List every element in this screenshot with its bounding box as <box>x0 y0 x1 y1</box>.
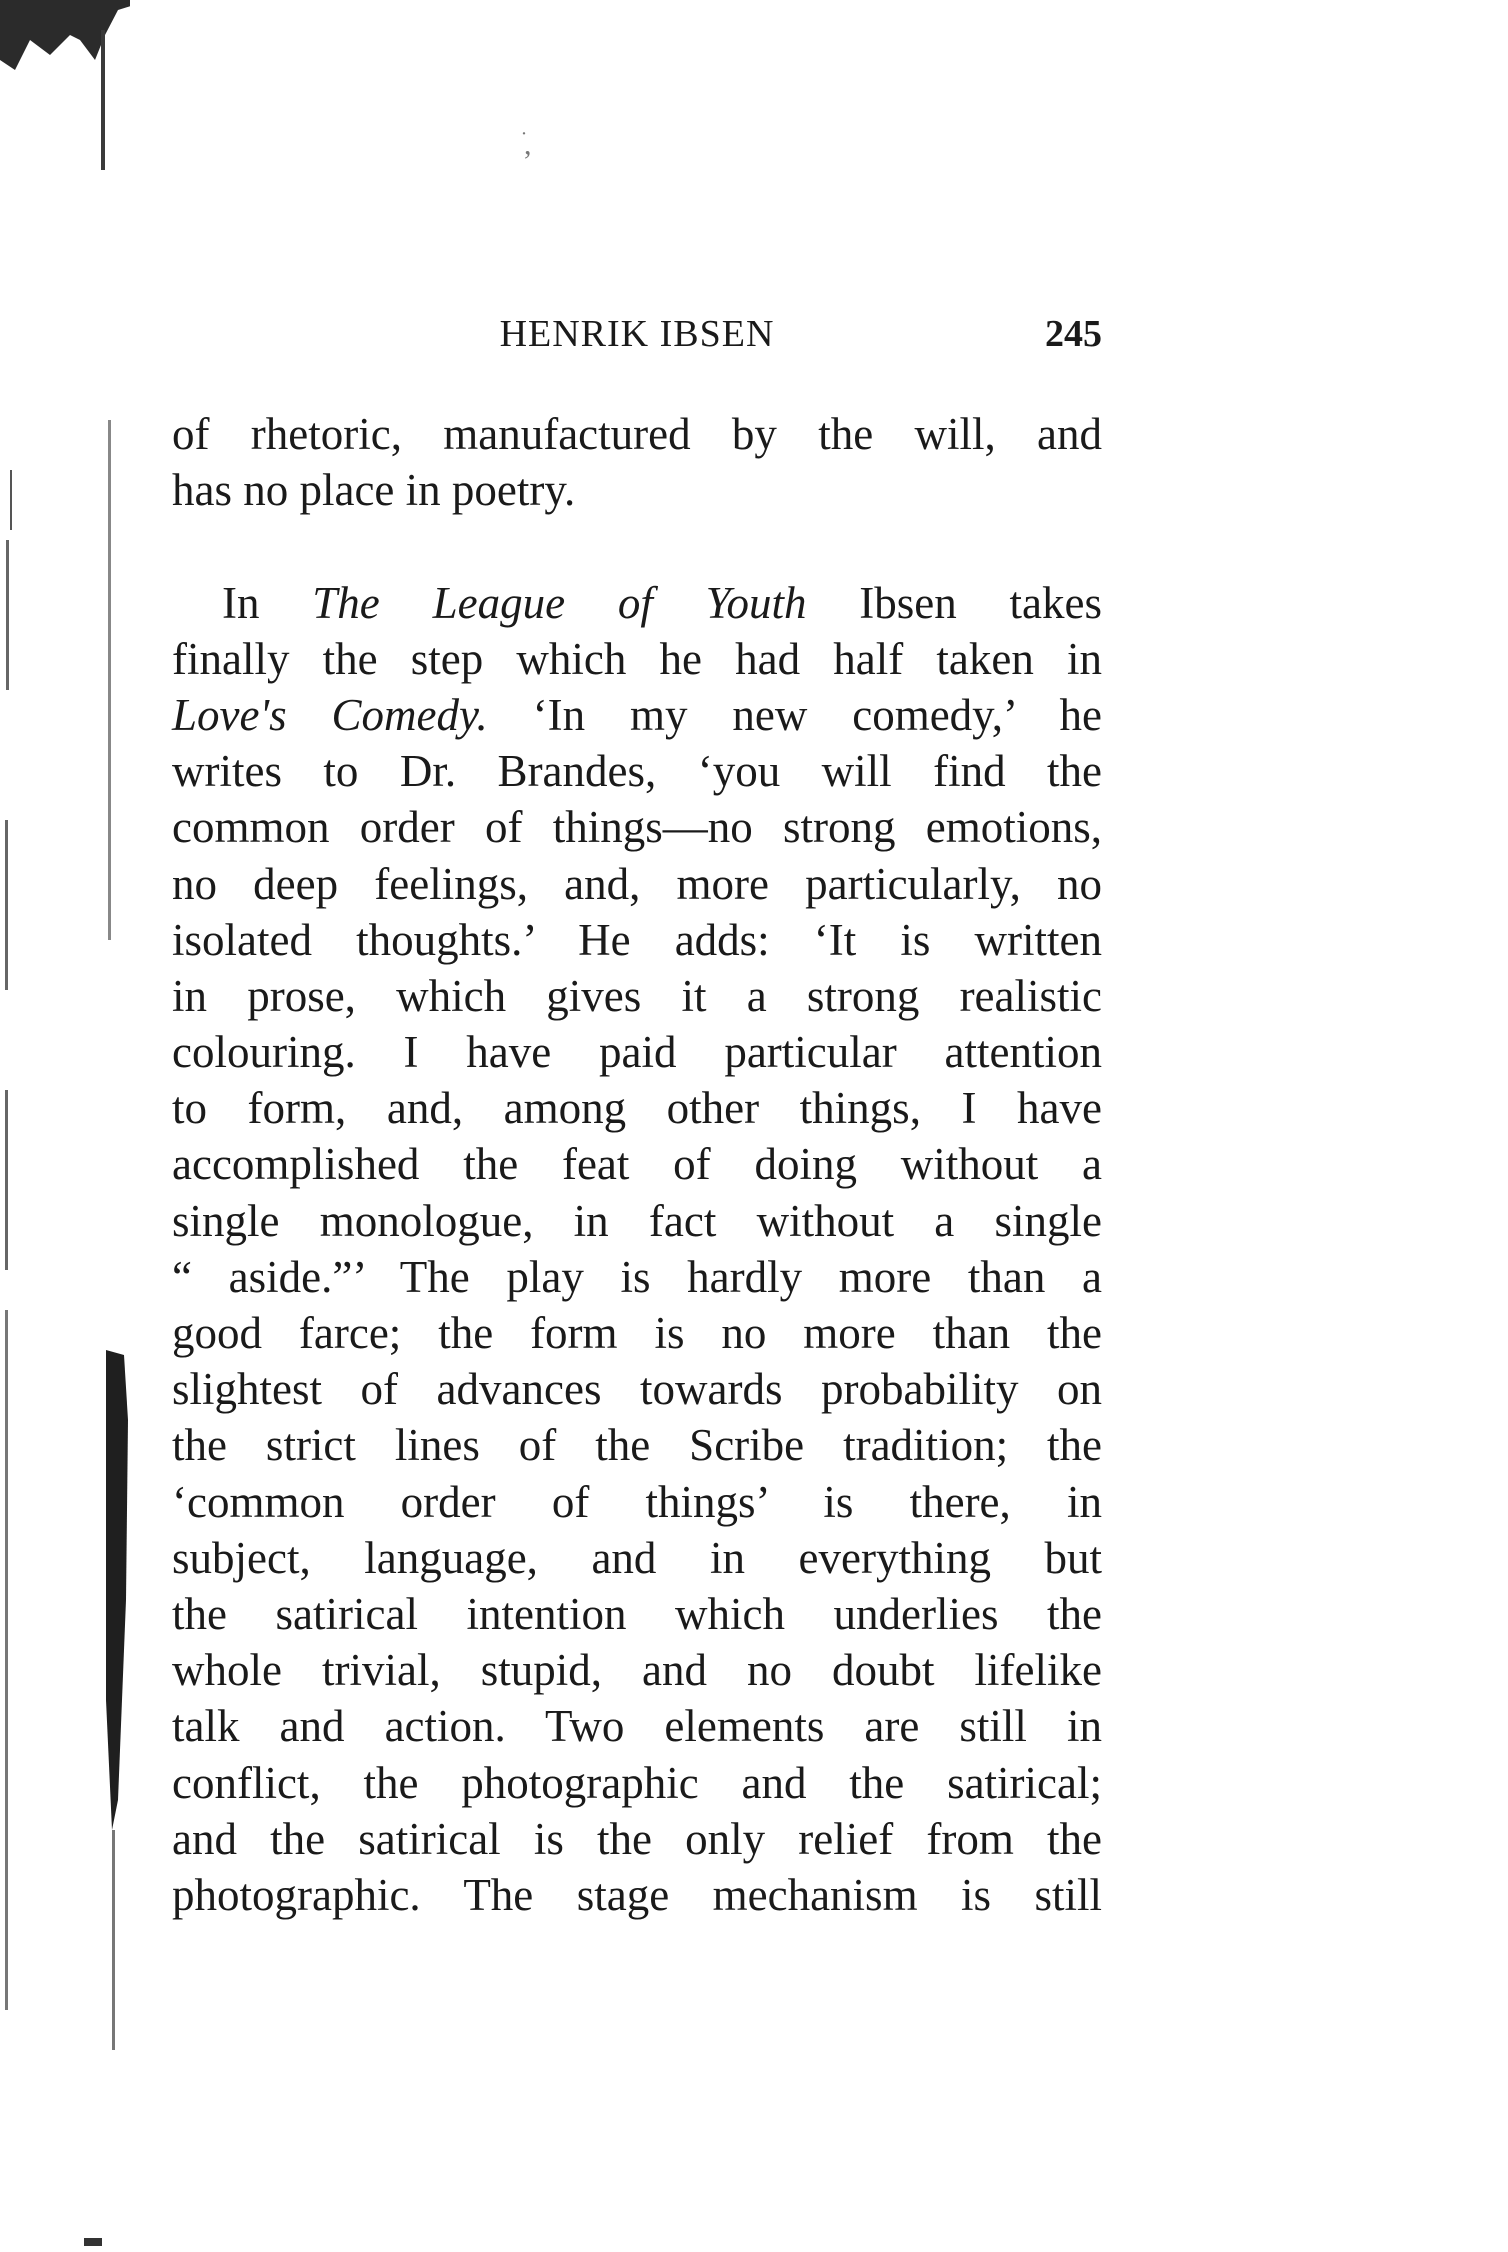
text-line: in prose, which gives it a strong realistic <box>172 970 1102 1021</box>
text-line: slightest of advances towards probability on <box>172 1364 1102 1415</box>
running-head: HENRIK IBSEN <box>499 313 775 355</box>
text-line: finally the step which he had half taken in <box>172 633 1102 684</box>
text-line: colouring. I have paid particular attention <box>172 1027 1102 1078</box>
text-line: writes to Dr. Brandes, ‘you will find the <box>172 746 1102 797</box>
work-title: Love's Comedy. <box>172 689 488 740</box>
page-number: 245 <box>1045 313 1102 355</box>
text-line: of rhetoric, manufactured by the will, and <box>172 409 1102 459</box>
binding-edge-scan-artifact <box>0 0 130 2252</box>
text-line: has no place in poetry. <box>172 465 576 516</box>
text-line: ‘common order of things’ is there, in <box>172 1476 1102 1527</box>
text-line: the satirical intention which underlies the <box>172 1588 1102 1639</box>
text-line: whole trivial, stupid, and no doubt lifelike <box>172 1645 1102 1696</box>
text-line: good farce; the form is no more than the <box>172 1308 1102 1358</box>
text-line: photographic. The stage mechanism is still <box>172 1869 1102 1920</box>
text-line: talk and action. Two elements are still in <box>172 1701 1102 1752</box>
text-line: Love's Comedy. ‘In my new comedy,’ he <box>172 689 1103 740</box>
text-line: isolated thoughts.’ He adds: ‘It is written <box>172 914 1102 965</box>
paragraph-break <box>172 518 1102 574</box>
text-line: to form, and, among other things, I have <box>172 1083 1102 1134</box>
page-body <box>172 406 1102 1923</box>
text-line: “ aside.”’ The play is hardly more than a <box>172 1251 1102 1302</box>
text-line: and the satirical is the only relief from the <box>172 1813 1102 1864</box>
work-title: The League of Youth <box>312 577 807 628</box>
text-line: In The League of Youth Ibsen takes <box>222 577 1102 628</box>
page-header <box>172 312 1102 372</box>
text-line: conflict, the photographic and the satirical; <box>172 1757 1102 1808</box>
text-line: single monologue, in fact without a single <box>172 1195 1102 1246</box>
text-line: accomplished the feat of doing without a <box>172 1139 1102 1190</box>
stray-mark: ׁ, <box>524 128 532 161</box>
text-line: common order of things—no strong emotions, <box>172 802 1102 853</box>
text-line: the strict lines of the Scribe tradition; the <box>172 1420 1102 1471</box>
text-line: no deep feelings, and, more particularly, no <box>172 858 1102 909</box>
text-line: subject, language, and in everything but <box>172 1532 1102 1583</box>
